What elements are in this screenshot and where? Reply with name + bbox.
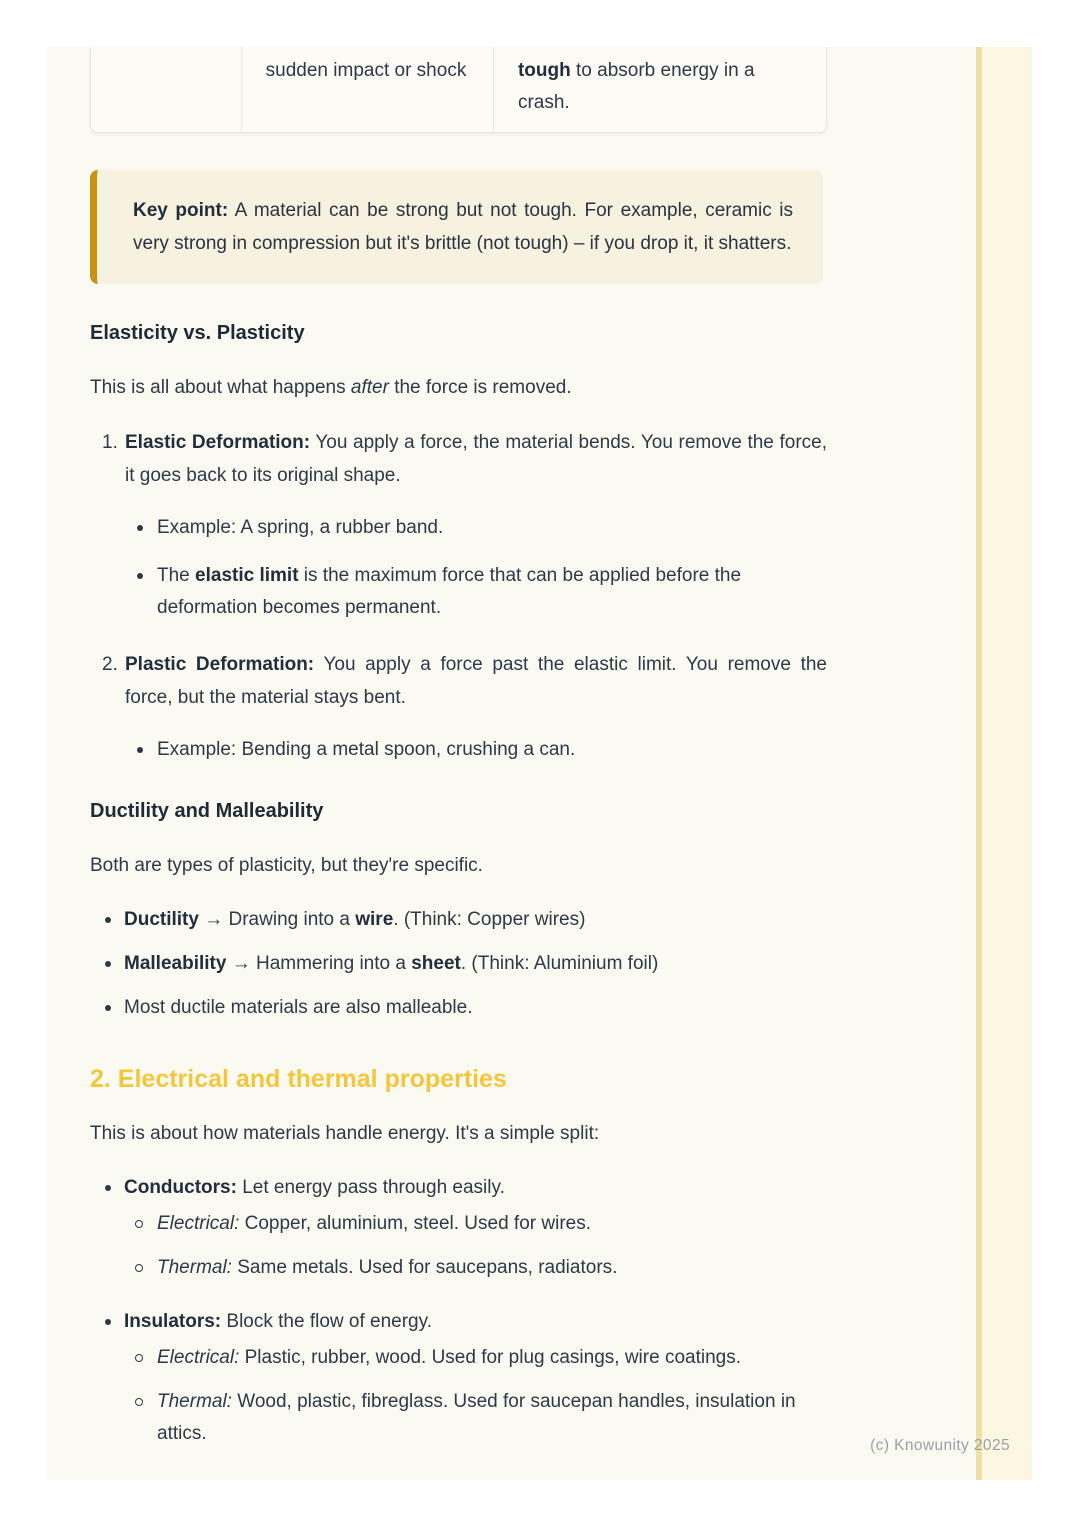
bullet-spring-example: Example: A spring, a rubber band.	[137, 512, 827, 544]
table-fragment	[90, 47, 827, 133]
bullet-dot-icon	[105, 1185, 111, 1191]
key-point-callout	[90, 170, 823, 284]
list-item-elastic-deformation: 1. Elastic Deformation: You apply a force, the material bends. You remove the force, it goes back to its original shape.	[102, 432, 827, 486]
bullet-dot-icon	[137, 747, 143, 753]
bullet-spoon-example: Example: Bending a metal spoon, crushing a can.	[137, 734, 827, 766]
bullet-malleability: Malleability → Hammering into a sheet. (Think: Aluminium foil)	[105, 948, 827, 980]
ductility-intro: Both are types of plasticity, but they're specific.	[90, 855, 483, 876]
bullet-circle-icon	[135, 1398, 143, 1406]
bullet-dot-icon	[105, 1005, 111, 1011]
bullet-dot-icon	[137, 573, 143, 579]
heading-ductility-malleability: Ductility and Malleability	[90, 800, 324, 822]
copyright-watermark: (c) Knowunity 2025	[870, 1437, 1010, 1454]
document-page	[47, 47, 976, 1480]
table-cell-empty	[91, 47, 241, 132]
bullet-conductors-thermal: Thermal: Same metals. Used for saucepans, radiators.	[135, 1252, 827, 1284]
bullet-circle-icon	[135, 1220, 143, 1228]
bullet-insulators-electrical: Electrical: Plastic, rubber, wood. Used for plug casings, wire coatings.	[135, 1342, 827, 1374]
table-cell-impact: sudden impact or shock	[241, 47, 493, 132]
bullet-ductility: Ductility → Drawing into a wire. (Think: Copper wires)	[105, 904, 827, 936]
heading-elasticity-vs-plasticity: Elasticity vs. Plasticity	[90, 322, 305, 344]
bullet-ductile-also-malleable: Most ductile materials are also malleable.	[105, 992, 827, 1024]
bullet-dot-icon	[105, 917, 111, 923]
key-point-text: A material can be strong but not tough. For example, ceramic is very strong in compression but it's brittle (not tough) – if you drop it, it shatters.	[133, 200, 793, 254]
bullet-circle-icon	[135, 1354, 143, 1362]
bullet-dot-icon	[137, 525, 143, 531]
electrical-intro: This is about how materials handle energy. It's a simple split:	[90, 1123, 600, 1144]
elasticity-intro: This is all about what happens after the force is removed.	[90, 377, 572, 398]
key-point-label: Key point:	[133, 200, 229, 221]
bullet-insulators: Insulators: Block the flow of energy.	[105, 1306, 827, 1338]
bullet-circle-icon	[135, 1264, 143, 1272]
list-item-plastic-deformation: 2. Plastic Deformation: You apply a force past the elastic limit. You remove the force, but the material stays bent.	[102, 654, 827, 708]
bullet-insulators-thermal: Thermal: Wood, plastic, fibreglass. Used for saucepan handles, insulation in attics.	[135, 1386, 827, 1450]
table-cell-tough: tough to absorb energy in a crash.	[493, 47, 826, 132]
page-content	[90, 47, 827, 1450]
bullet-dot-icon	[105, 961, 111, 967]
bullet-dot-icon	[105, 1319, 111, 1325]
next-page-edge-strip	[976, 47, 1032, 1480]
bullet-conductors: Conductors: Let energy pass through easily.	[105, 1172, 827, 1204]
heading-electrical-thermal: 2. Electrical and thermal properties	[90, 1065, 507, 1093]
bullet-elastic-limit: The elastic limit is the maximum force that can be applied before the deformation becomes permanent.	[137, 560, 827, 624]
bullet-conductors-electrical: Electrical: Copper, aluminium, steel. Used for wires.	[135, 1208, 827, 1240]
